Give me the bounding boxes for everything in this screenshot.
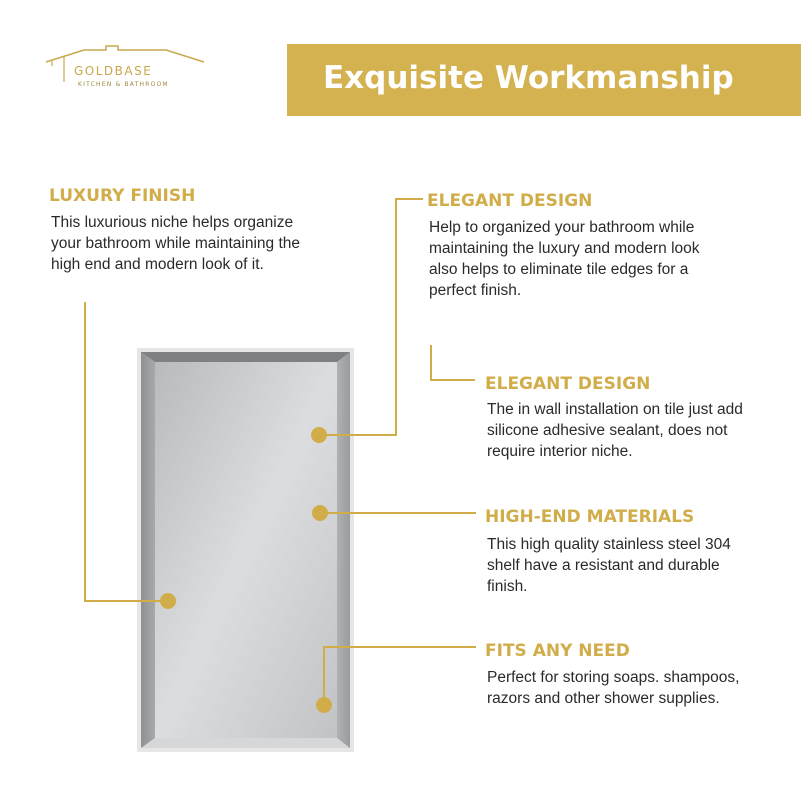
callout-line	[320, 512, 476, 514]
callout-line	[323, 646, 325, 701]
feature-heading-elegant-design-installation: ELEGANT DESIGN	[485, 374, 651, 394]
feature-text-luxury-finish	[51, 212, 351, 275]
text-line: Help to organized your bathroom while	[429, 219, 695, 236]
text-line: your bathroom while maintaining the	[51, 235, 300, 252]
brand-tagline: KITCHEN & BATHROOM	[78, 81, 169, 88]
text-line: This high quality stainless steel 304	[487, 536, 731, 553]
callout-line	[84, 302, 86, 602]
feature-text-high-end-materials	[487, 534, 787, 597]
brand-name: GOLDBASE	[74, 64, 153, 78]
text-line: razors and other shower supplies.	[487, 690, 720, 707]
feature-text-installation	[487, 399, 787, 462]
callout-dot	[311, 427, 327, 443]
feature-text-fits-any-need	[487, 667, 787, 709]
callout-line	[395, 198, 423, 200]
feature-heading-elegant-design: ELEGANT DESIGN	[427, 191, 593, 211]
feature-heading-fits-any-need: FITS ANY NEED	[485, 641, 630, 661]
callout-line	[320, 434, 397, 436]
text-line: shelf have a resistant and durable	[487, 557, 720, 574]
text-line: also helps to eliminate tile edges for a	[429, 261, 689, 278]
text-line: maintaining the luxury and modern look	[429, 240, 700, 257]
feature-heading-luxury-finish: LUXURY FINISH	[49, 186, 196, 206]
feature-text-elegant-design	[429, 217, 769, 301]
brand-logo	[44, 44, 206, 94]
text-line: require interior niche.	[487, 443, 633, 460]
callout-line	[430, 345, 432, 381]
page-title: Exquisite Workmanship	[323, 60, 734, 96]
shower-niche-image	[137, 348, 354, 752]
title-banner	[287, 44, 801, 116]
callout-line	[323, 646, 476, 648]
text-line: perfect finish.	[429, 282, 522, 299]
text-line: finish.	[487, 578, 528, 595]
feature-heading-high-end-materials: HIGH-END MATERIALS	[485, 507, 695, 527]
text-line: silicone adhesive sealant, does not	[487, 422, 728, 439]
text-line: This luxurious niche helps organize	[51, 214, 294, 231]
text-line: Perfect for storing soaps. shampoos,	[487, 669, 740, 686]
text-line: The in wall installation on tile just add	[487, 401, 743, 418]
callout-dot	[160, 593, 176, 609]
callout-line	[395, 198, 397, 436]
callout-line	[84, 600, 168, 602]
callout-line	[430, 379, 475, 381]
text-line: high end and modern look of it.	[51, 256, 264, 273]
